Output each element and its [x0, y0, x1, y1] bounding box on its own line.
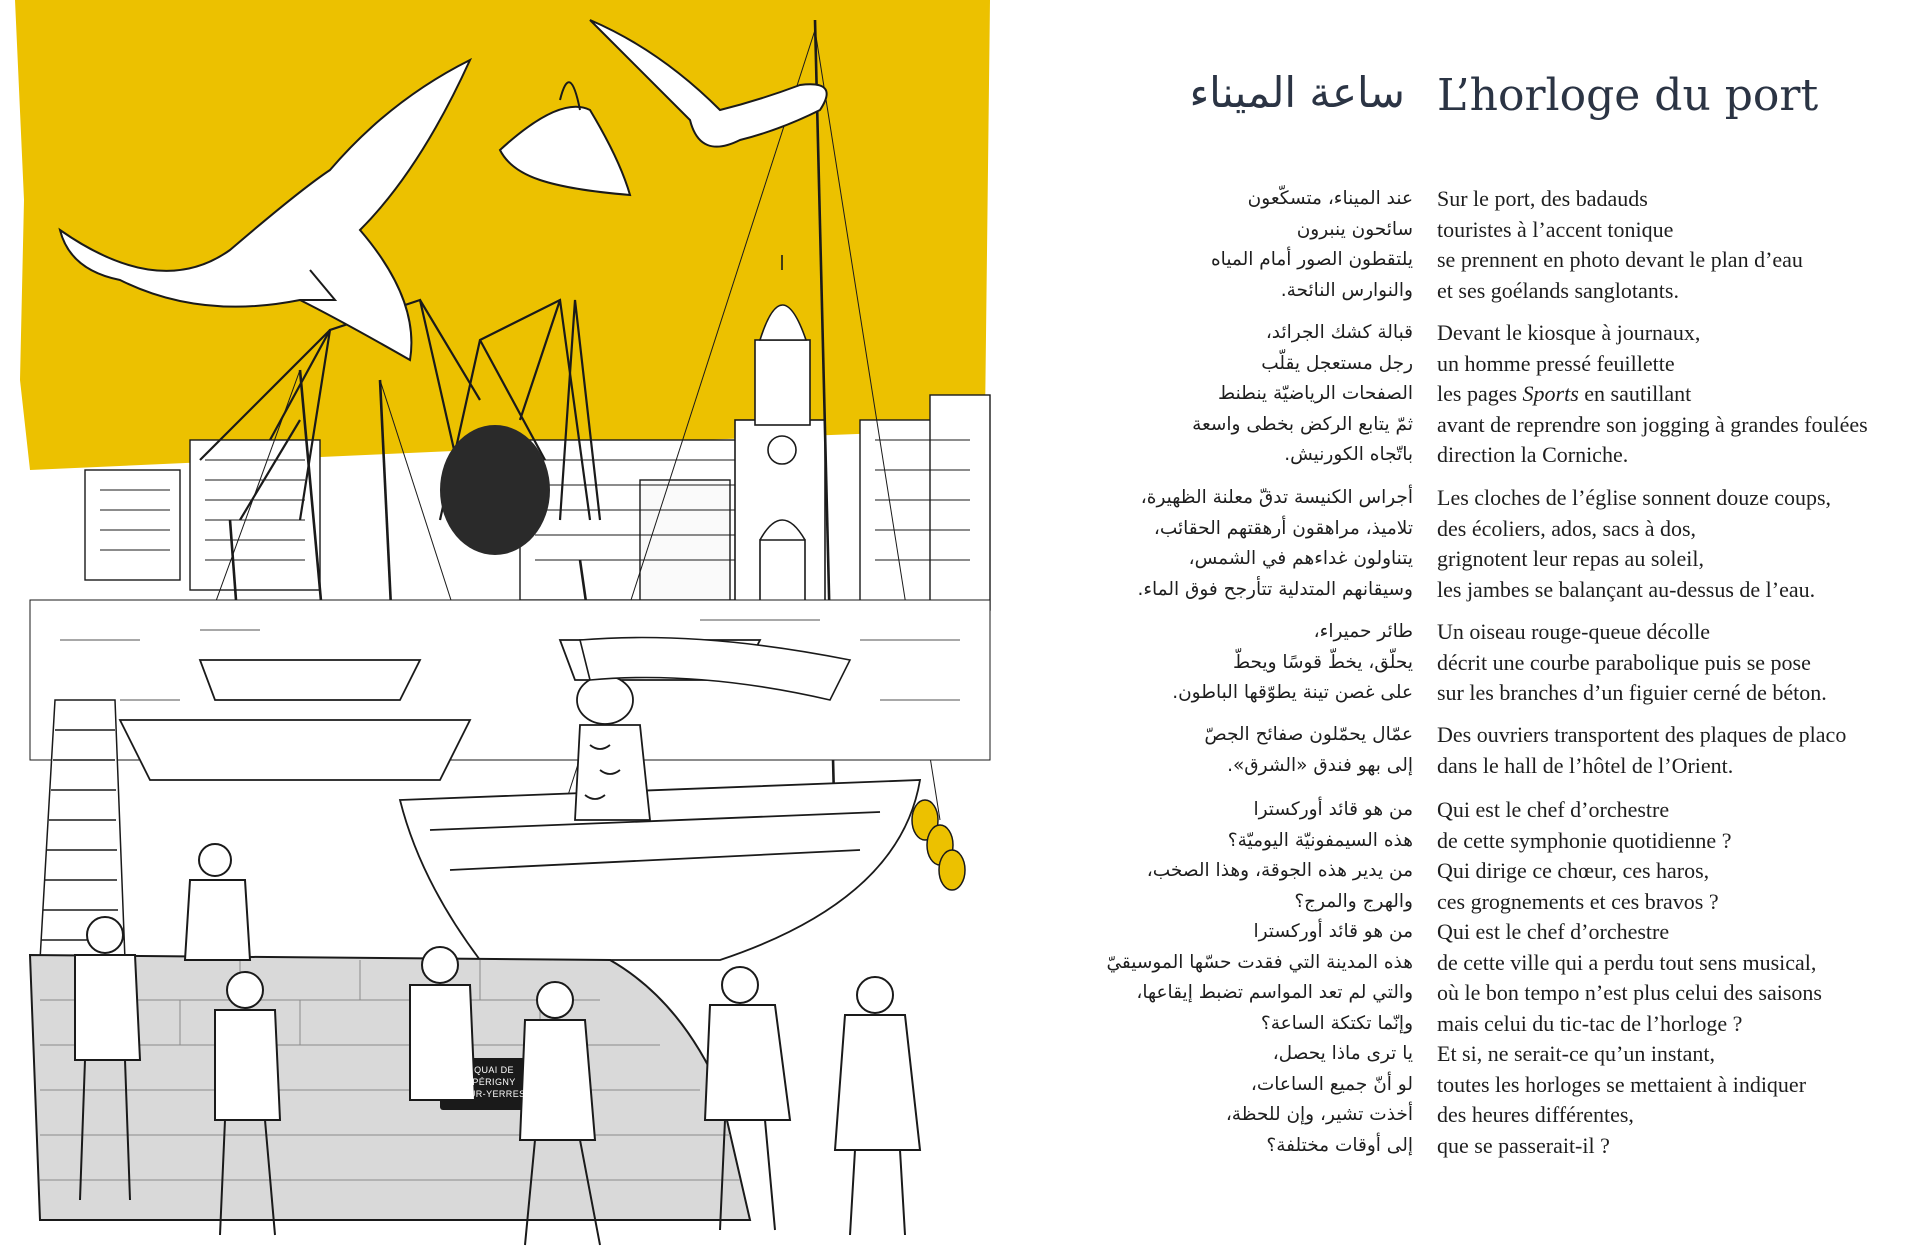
ar-line: سائحون ينبرون	[1296, 218, 1413, 240]
fr-stanza-2	[1437, 318, 1912, 471]
yellow-sky	[15, 0, 990, 470]
ar-line: ثمّ يتابع الركض بخطى واسعة	[1192, 413, 1413, 435]
fr-line: où le bon tempo n’est plus celui des saisons	[1437, 980, 1822, 1005]
ar-stanza-2	[993, 318, 1413, 471]
fr-line: Et si, ne serait-ce qu’un instant,	[1437, 1041, 1715, 1066]
fr-line: décrit une courbe parabolique puis se pose	[1437, 649, 1811, 675]
ar-line: هذه المدينة التي فقدت حسّها الموسيقيّ	[1106, 951, 1413, 973]
fr-stanza-5	[1437, 720, 1912, 781]
fr-line: de cette symphonie quotidienne ?	[1437, 827, 1732, 853]
ar-line: يا ترى ماذا يحصل،	[1272, 1043, 1413, 1064]
fr-line: mais celui du tic-tac de l’horloge ?	[1437, 1010, 1743, 1036]
ar-stanza-3	[993, 483, 1413, 605]
fr-line: Devant le kiosque à journaux,	[1437, 320, 1701, 345]
fr-line: avant de reprendre son jogging à grandes foulées	[1437, 411, 1868, 437]
quay-sign-label: QUAI DE PÉRIGNY SUR-YERRES	[462, 1065, 526, 1099]
fr-line: se prennent en photo devant le plan d’eau	[1437, 247, 1803, 272]
fr-line: Qui est le chef d’orchestre	[1437, 797, 1670, 822]
ar-line: أجراس الكنيسة تدقّ معلنة الظهيرة،	[1140, 487, 1413, 508]
ar-line: يتناولون غداءهم في الشمس،	[1188, 548, 1413, 569]
ar-line: أخذت تشير، وإن للحظة،	[1225, 1104, 1413, 1125]
fr-italic-word: Sports	[1522, 381, 1579, 406]
fr-line: Qui dirige ce chœur, ces haros,	[1437, 858, 1710, 883]
fr-line: Les cloches de l’église sonnent douze coups,	[1437, 485, 1832, 510]
ar-line: والنوارس النائحة.	[1280, 279, 1413, 301]
fr-line: Des ouvriers transportent des plaques de placo	[1437, 722, 1847, 747]
ar-line: من يدير هذه الجوقة، وهذا الصخب،	[1146, 860, 1413, 881]
fr-stanza-1	[1437, 184, 1912, 306]
ar-line: والتي لم تعد المواسم تضبط إيقاعها،	[1136, 982, 1413, 1003]
ar-line: عمّال يحمّلون صفائح الجصّ	[1204, 724, 1413, 745]
ar-line: يلتقطون الصور أمام المياه	[1210, 249, 1413, 270]
ar-line: من هو قائد أوركسترا	[1253, 799, 1413, 820]
ar-line: طائر حميراء،	[1313, 621, 1413, 642]
fr-line: ces grognements et ces bravos ?	[1437, 888, 1719, 914]
ar-line: على غصن تينة يطوّقها الباطون.	[1172, 682, 1413, 703]
ar-line: يحلّق، يخطّ قوسًا ويحطّ	[1232, 651, 1413, 673]
ar-line: لو أنّ جميع الساعات،	[1250, 1073, 1413, 1095]
fr-line: Sur le port, des badauds	[1437, 186, 1648, 211]
fr-line-part: en sautillant	[1578, 381, 1692, 406]
ar-line: والهرج والمرج؟	[1294, 890, 1413, 912]
fr-line: que se passerait-il ?	[1437, 1132, 1610, 1158]
fr-line: touristes à l’accent tonique	[1437, 216, 1674, 242]
fr-line: Qui est le chef d’orchestre	[1437, 919, 1670, 944]
ar-line: إلى أوقات مختلفة؟	[1266, 1134, 1413, 1156]
ar-stanza-5	[993, 720, 1413, 781]
poem-title-arabic: ساعة الميناء	[1189, 68, 1405, 117]
fr-line: et ses goélands sanglotants.	[1437, 277, 1679, 303]
ar-line: قبالة كشك الجرائد،	[1265, 322, 1413, 343]
ar-line: عند الميناء، متسكّعون	[1247, 188, 1413, 209]
fr-stanza-4	[1437, 617, 1912, 709]
ar-line: الصفحات الرياضيّة ينطنط	[1218, 383, 1413, 404]
ar-line: باتّجاه الكورنيش.	[1284, 444, 1413, 465]
ar-line: وسيقانهم المتدلية تتأرجح فوق الماء.	[1137, 578, 1413, 600]
fr-stanza-3	[1437, 483, 1912, 605]
fr-line-part: les pages	[1437, 381, 1523, 406]
ar-line: تلاميذ، مراهقون أرهقتهم الحقائب،	[1153, 517, 1413, 539]
fig-tree	[440, 425, 550, 555]
ar-stanza-1	[993, 184, 1413, 306]
fr-stanza-6	[1437, 795, 1912, 1161]
ar-line: رجل مستعجل يقلّب	[1261, 352, 1413, 374]
fr-line: direction la Corniche.	[1437, 442, 1629, 467]
ar-line: إلى بهو فندق «الشرق».	[1227, 754, 1413, 776]
fr-line: Un oiseau rouge-queue décolle	[1437, 619, 1711, 644]
fr-line: dans le hall de l’hôtel de l’Orient.	[1437, 752, 1734, 778]
ar-stanza-6	[993, 795, 1413, 1161]
fr-line: de cette ville qui a perdu tout sens musical,	[1437, 949, 1817, 975]
fr-line: les jambes se balançant au-dessus de l’eau.	[1437, 576, 1816, 602]
fr-line: grignotent leur repas au soleil,	[1437, 546, 1704, 571]
fr-line: des écoliers, ados, sacs à dos,	[1437, 515, 1697, 541]
poem-title-french: L’horloge du port	[1437, 70, 1819, 121]
fr-line: toutes les horloges se mettaient à indiquer	[1437, 1071, 1807, 1097]
ar-line: هذه السيمفونيّة اليوميّة؟	[1227, 829, 1413, 851]
fr-line: un homme pressé feuillette	[1437, 350, 1675, 376]
fr-line: des heures différentes,	[1437, 1102, 1634, 1127]
fr-line	[1437, 379, 1912, 410]
ar-line: من هو قائد أوركسترا	[1253, 921, 1413, 942]
ar-line: وإنّما تكتكة الساعة؟	[1260, 1012, 1413, 1034]
ar-stanza-4	[993, 617, 1413, 709]
fr-line: sur les branches d’un figuier cerné de béton.	[1437, 680, 1827, 705]
